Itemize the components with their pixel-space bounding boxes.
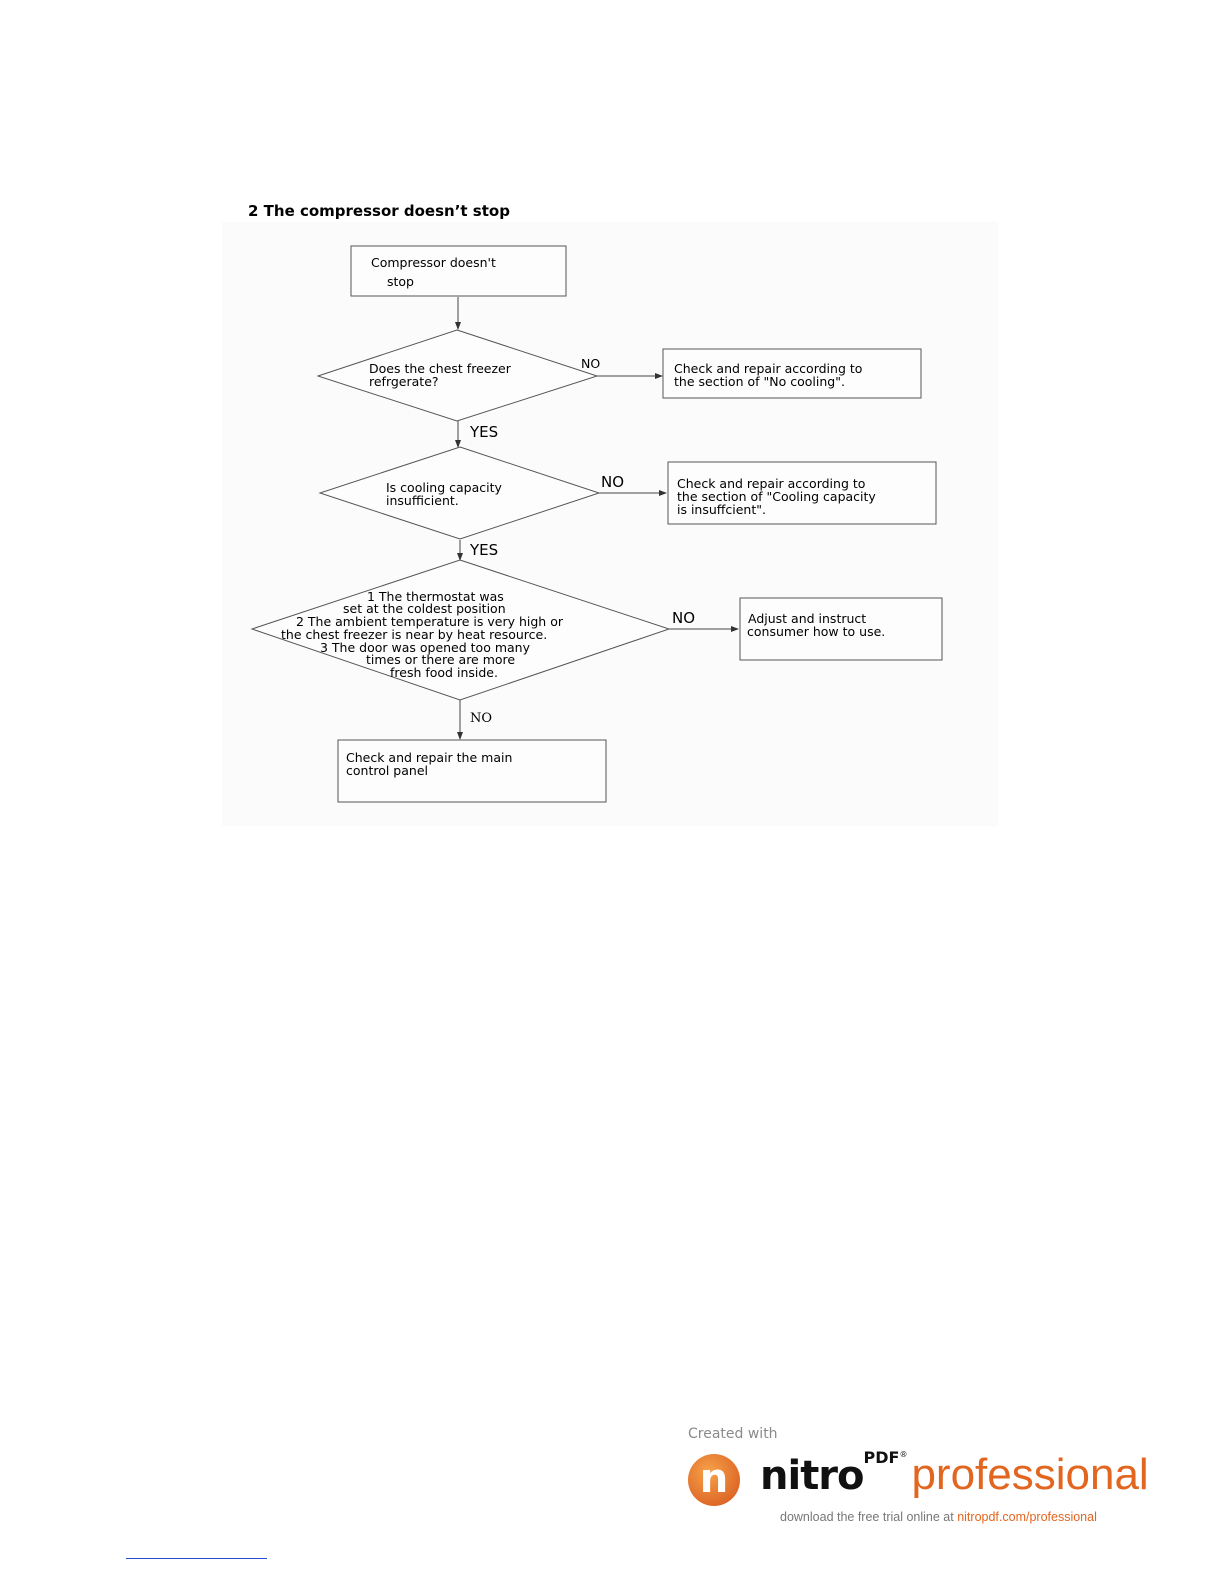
start-text-line-2: stop (387, 274, 414, 289)
decision3-text-line-4: the chest freezer is near by heat resource. (281, 627, 548, 642)
download-link[interactable]: nitropdf.com/professional (957, 1510, 1097, 1524)
decision3-text-line-7: fresh food inside. (390, 665, 498, 680)
decision3-text-line-1: 1 The thermostat was (367, 589, 504, 604)
no-cooling-text-line-2: the section of "No cooling". (674, 374, 845, 389)
decision2-text-line-2: insufficient. (386, 493, 459, 508)
decision3-down-label: NO (470, 711, 493, 726)
brand-pdf: PDF (863, 1448, 900, 1467)
brand-professional: professional (911, 1450, 1149, 1499)
decision3-text-line-3: 2 The ambient temperature is very high or (296, 614, 563, 629)
main-control-panel-text-line-2: control panel (346, 763, 428, 778)
main-control-panel-text-line-1: Check and repair the main (346, 750, 513, 765)
no-cooling-text-line-1: Check and repair according to (674, 361, 863, 376)
nitro-logo-icon: n (688, 1454, 740, 1506)
decision3-text-line-2: set at the coldest position (343, 601, 506, 616)
created-with-label: Created with (688, 1426, 778, 1442)
decision2-text-line-1: Is cooling capacity (386, 480, 502, 495)
decision3-text-line-5: 3 The door was opened too many (320, 640, 530, 655)
cooling-capacity-text-line-2: the section of "Cooling capacity (677, 489, 876, 504)
start-text-line-1: Compressor doesn't (371, 255, 496, 270)
start-box (351, 246, 566, 296)
nitro-watermark (686, 1424, 1156, 1534)
download-note (780, 1510, 1097, 1524)
decision1-yes-label: YES (470, 423, 499, 441)
decision1-no-label: NO (581, 356, 601, 371)
decision1-text-line-1: Does the chest freezer (369, 361, 511, 376)
adjust-instruct-text-line-1: Adjust and instruct (748, 611, 867, 626)
adjust-instruct-text-line-2: consumer how to use. (747, 624, 886, 639)
decision3-text-line-6: times or there are more (366, 652, 516, 667)
decision2-yes-label: YES (470, 541, 499, 559)
bottom-link-rule (126, 1558, 267, 1559)
nitro-brand (760, 1450, 1149, 1500)
brand-registered: ® (899, 1450, 908, 1459)
download-text: download the free trial online at (780, 1510, 958, 1524)
cooling-capacity-text-line-3: is insuffcient". (677, 502, 766, 517)
section-heading: 2 The compressor doesn’t stop (248, 202, 510, 220)
decision1-text-line-2: refrgerate? (369, 374, 439, 389)
decision3-no-label: NO (672, 609, 696, 627)
brand-nitro: nitro (760, 1453, 864, 1499)
cooling-capacity-text-line-1: Check and repair according to (677, 476, 866, 491)
decision2-no-label: NO (601, 473, 625, 491)
